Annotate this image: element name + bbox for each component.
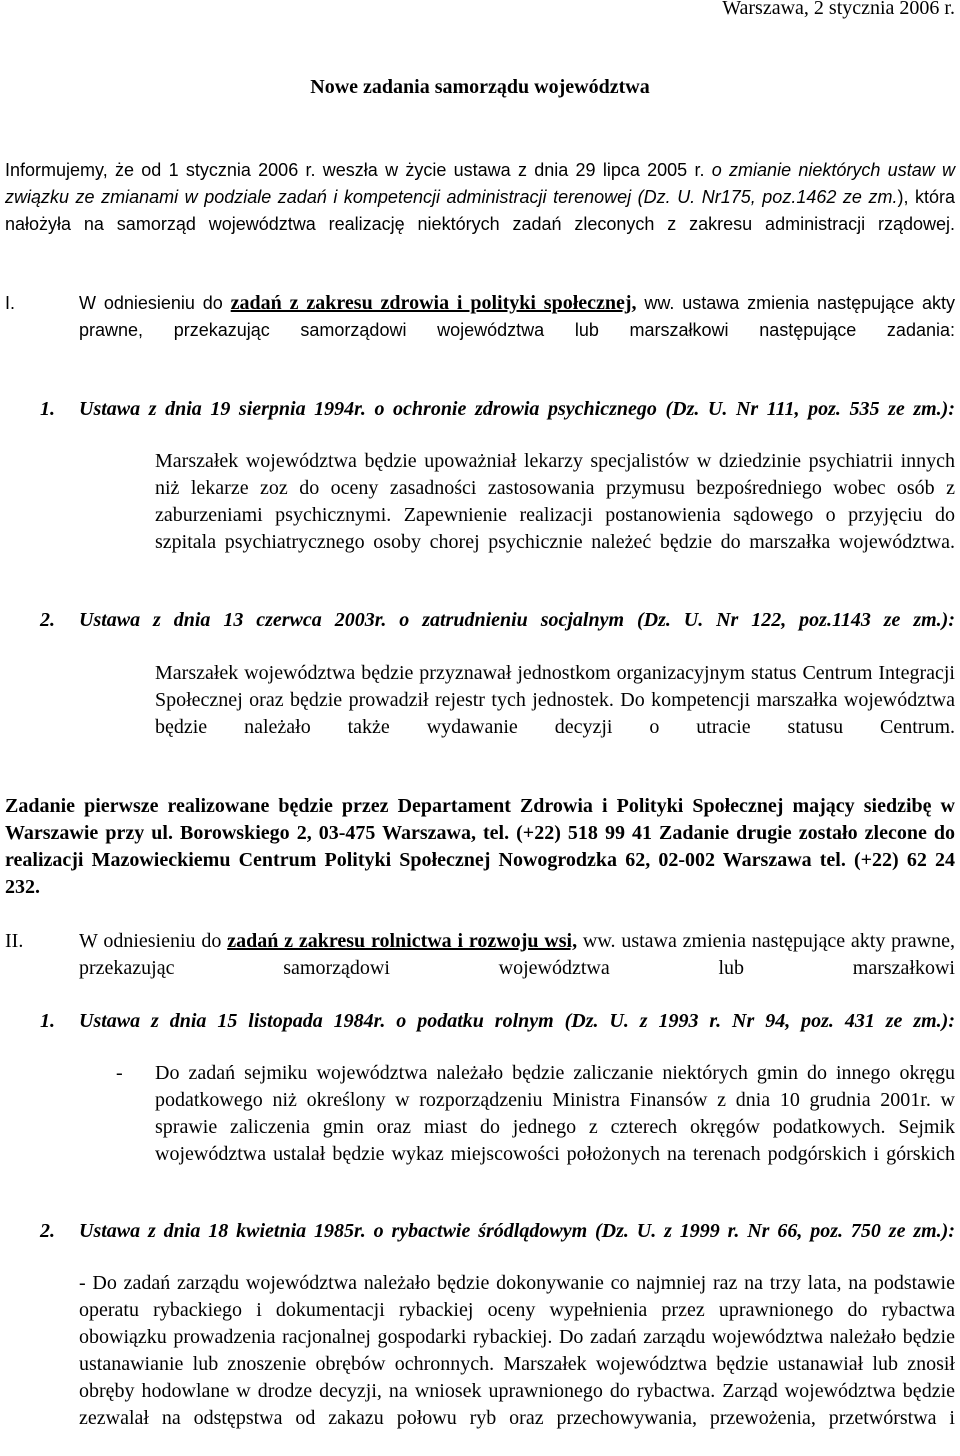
- section-1-item-2-heading: Ustawa z dnia 13 czerwca 2003r. o zatrudnieniu socjalnym (Dz. U. Nr 122, poz.1143 ze zm.):: [79, 609, 955, 631]
- section-1-numeral: I.: [5, 293, 16, 313]
- section-1-contact-note: Zadanie pierwsze realizowane będzie przez Departament Zdrowia i Polityki Społecznej mający siedzibę w Warszawie przy ul. Borowskiego 2, 03-475 Warszawa, tel. (+22) 518 99 41 Zadanie drugie zostało zlecone do realizacji Mazowieckiemu Centrum Polityki Społecznej Nowogrodzka 62, 02-002 Warszawa tel. (+22) 62 24 232.: [5, 795, 955, 898]
- section-1-item-1-body: Marszałek województwa będzie upoważniał lekarzy specjalistów w dziedzinie psychiatrii innych niż lekarze zoz do oceny zasadności zastosowania przymusu bezpośredniego wobec osób z zaburzeniami psychicznymi. Zapewnienie realizacji postanowienia sądowego o przyjęciu do szpitala psychiatrycznego osoby chorej psychicznie należeć będzie do marszałka województwa.: [155, 450, 955, 553]
- intro-text-2: ), która nałożyła na samorząd województwa realizację niektórych zadań zleconych z zakresu administracji rządowej.: [5, 187, 956, 234]
- section-2-rest: ww. ustawa zmienia następujące akty prawne, przekazując samorządowi województwa lub marszałkowi: [79, 930, 955, 979]
- section-1-item-1-number: 1.: [40, 398, 55, 420]
- section-1-item-2-number: 2.: [40, 609, 55, 631]
- intro-act-title: o zmianie niektórych ustaw w związku ze zmianami w podziale zadań i kompetencji administracji terenowej (Dz. U. Nr175, poz.1462 ze zm.: [5, 160, 955, 207]
- section-2-numeral: II.: [5, 930, 24, 952]
- section-2-item-1-heading: Ustawa z dnia 15 listopada 1984r. o podatku rolnym (Dz. U. z 1993 r. Nr 94, poz. 431 ze zm.):: [79, 1010, 955, 1032]
- section-2-item-1-number: 1.: [40, 1010, 55, 1032]
- section-2-item-1-body: Do zadań sejmiku województwa należało będzie zaliczanie niektórych gmin do innego okręgu podatkowego niż określony w rozporządzeniu Ministra Finansów z dnia 10 grudnia 2001r. w sprawie zaliczenia gmin oraz miast do jednego z czterech okręgów podatkowych. Sejmik województwa ustalał będzie wykaz miejscowości położonych na terenach podgórskich i górskich: [155, 1062, 955, 1165]
- section-1-rest: ww. ustawa zmienia następujące akty prawne, przekazując samorządowi województwa lub marszałkowi następujące zadania:: [79, 293, 956, 340]
- section-1-item-1-heading: Ustawa z dnia 19 sierpnia 1994r. o ochronie zdrowia psychicznego (Dz. U. Nr 111, poz. 535 ze zm.):: [79, 398, 955, 420]
- intro-paragraph: [5, 157, 955, 238]
- section-2-topic: zadań z zakresu rolnictwa i rozwoju wsi,: [227, 930, 578, 952]
- section-2-item-2-number: 2.: [40, 1220, 55, 1242]
- section-2-lead: W odniesieniu do: [79, 930, 228, 952]
- section-2-intro: [79, 928, 955, 982]
- section-2-item-1-dash: -: [116, 1062, 123, 1084]
- section-1-item-2-body: Marszałek województwa będzie przyznawał jednostkom organizacyjnym status Centrum Integracji Społecznej oraz będzie prowadził rejestr tych jednostek. Do kompetencji marszałka województwa będzie należało także wydawanie decyzji o utracie statusu Centrum.: [155, 662, 955, 738]
- section-1-topic: zadań z zakresu zdrowia i polityki społecznej,: [230, 292, 637, 314]
- document-date: Warszawa, 2 stycznia 2006 r.: [722, 0, 955, 19]
- section-2-item-2-heading: Ustawa z dnia 18 kwietnia 1985r. o rybactwie śródlądowym (Dz. U. z 1999 r. Nr 66, poz. 750 ze zm.):: [79, 1220, 955, 1242]
- section-1-lead: W odniesieniu do: [79, 293, 231, 313]
- section-1-intro: [79, 290, 955, 344]
- section-2-item-2-body: - Do zadań zarządu województwa należało będzie dokonywanie co najmniej raz na trzy lata, na podstawie operatu rybackiego i dokumentacji rybackiej oceny wypełnienia przez uprawnionego do rybactwa obowiązku prowadzenia racjonalnej gospodarki rybackiej. Do zadań zarządu województwa należało będzie ustanawianie lub znoszenie obrębów ochronnych. Marszałek województwa będzie ustanawiał lub znosił obręby hodowlane w drodze decyzji, na wniosek uprawnionego do rybactwa. Zarząd województwa będzie zezwalał na odstępstwa od zakazu połowu ryb oraz przechowywania, przewożenia, przetwórstwa i: [79, 1272, 955, 1429]
- intro-text-1: Informujemy, że od 1 stycznia 2006 r. weszła w życie ustawa z dnia 29 lipca 2005 r.: [5, 160, 705, 180]
- document-title: Nowe zadania samorządu województwa: [310, 76, 650, 98]
